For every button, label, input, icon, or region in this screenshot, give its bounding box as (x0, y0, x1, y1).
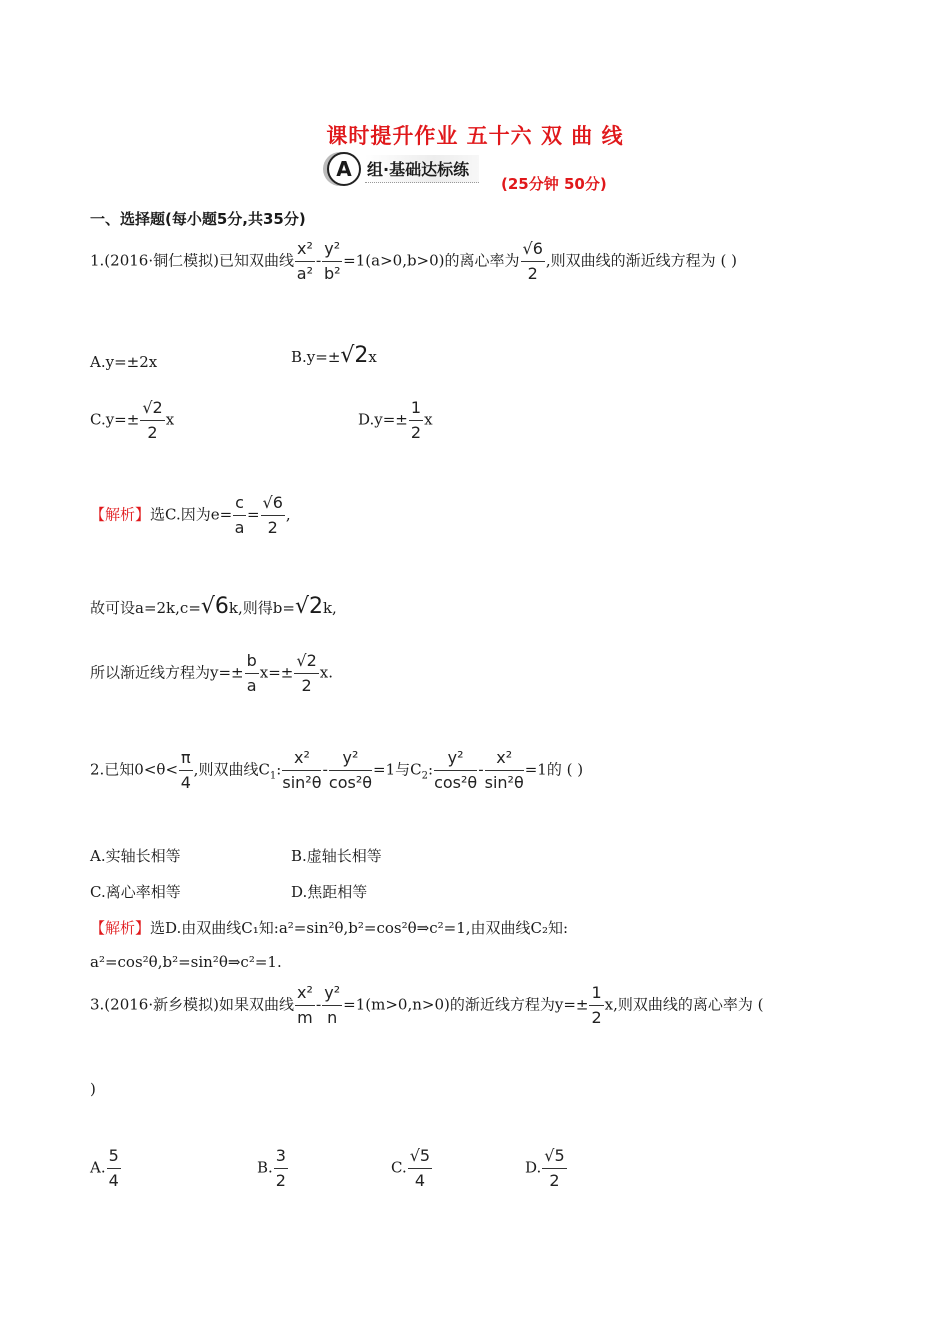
group-banner (327, 152, 479, 186)
question-2-stem: 2.已知0<θ< $\frac{\pi}{4}$ ,则双曲线$C_1$: $\frac{\text{x²}}{\text{sin²θ}}$ - $\frac{\text{y²}}{\text{cos²θ}}$ =1与$C_2$: $\frac{\text{y²}}{\text{cos²θ}}$ - $\frac{\text{x²}}{\text{sin²θ}}$ =1的 ( ) (90, 748, 584, 792)
group-badge: A (327, 152, 361, 186)
q2-option-a[interactable]: A.实轴长相等 (90, 847, 181, 865)
q1-analysis-line-3: 所以渐近线方程为y=± $\frac{b}{a}$ x=± $\frac{√2}{2}$ x. (90, 651, 333, 695)
q1-frac-x2-a2: $\frac{\text{x²}}{\text{a²}}$ (296, 239, 314, 283)
q1-mid: =1(a>0,b>0)的离心率为 (343, 251, 520, 270)
q1-analysis-line-2: 故可设a=2k,c=√6k,则得b=√2k, (90, 594, 337, 619)
q2-analysis-line-1: 【解析】选D.由双曲线C₁知:a²=sin²θ,b²=cos²θ⇒c²=1,由双曲线C₂知: (90, 919, 569, 937)
q1-prefix: 1.(2016·铜仁模拟)已知双曲线 (90, 251, 294, 270)
q1-option-c[interactable]: C.y=± $\frac{√2}{2}$ x (90, 398, 175, 442)
question-3-stem: 3.(2016·新乡模拟)如果双曲线 $\frac{\text{x²}}{m}$ - $\frac{\text{y²}}{n}$ =1(m>0,n>0)的渐近线方程为y=± $\frac{1}{2}$ x,则双曲线的离心率为 ( (90, 983, 764, 1027)
section-title: 一、选择题(每小题5分,共35分) (90, 210, 306, 228)
question-1-stem: 1.(2016·铜仁模拟)已知双曲线 $\frac{\text{x²}}{\text{a²}}$ - $\frac{\text{y²}}{\text{b²}}$ =1(a>0,b>0)的离心率为 $\frac{√6}{2}$ ,则双曲线的渐近线方程为 ( ) (90, 239, 737, 283)
q1-option-b[interactable]: B.y=±√2x (291, 343, 377, 368)
q1-option-d[interactable]: D.y=± $\frac{1}{2}$ x (358, 398, 433, 442)
q1-analysis-line-1: 【解析】选C.因为e= $\frac{c}{a}$ = $\frac{√6}{2}$ , (90, 493, 291, 537)
q1-option-a[interactable]: A.y=±2x (90, 353, 158, 371)
q3-option-a[interactable]: A. $\frac{5}{4}$ (90, 1146, 119, 1190)
q1-suffix: ,则双曲线的渐近线方程为 ( ) (545, 251, 737, 270)
q3-close-paren: ) (90, 1080, 96, 1098)
time-note: (25分钟 50分) (501, 175, 607, 193)
page-title: 课时提升作业 五十六 双 曲 线 (326, 124, 624, 148)
q2-analysis-line-2: a²=cos²θ,b²=sin²θ⇒c²=1. (90, 953, 282, 971)
q3-option-b[interactable]: B. $\frac{3}{2}$ (257, 1146, 286, 1190)
q2-option-d[interactable]: D.焦距相等 (291, 883, 368, 901)
q3-option-d[interactable]: D. $\frac{√5}{2}$ (525, 1146, 565, 1190)
q2-option-b[interactable]: B.虚轴长相等 (291, 847, 382, 865)
analysis-tag: 【解析】 (90, 919, 151, 937)
q1-eccentricity: $\frac{√6}{2}$ (522, 239, 543, 283)
analysis-tag: 【解析】 (90, 505, 151, 524)
group-label: 组·基础达标练 (365, 155, 479, 183)
q3-option-c[interactable]: C. $\frac{√5}{4}$ (391, 1146, 431, 1190)
q2-option-c[interactable]: C.离心率相等 (90, 883, 181, 901)
q1-frac-y2-b2: $\frac{\text{y²}}{\text{b²}}$ (323, 239, 341, 283)
